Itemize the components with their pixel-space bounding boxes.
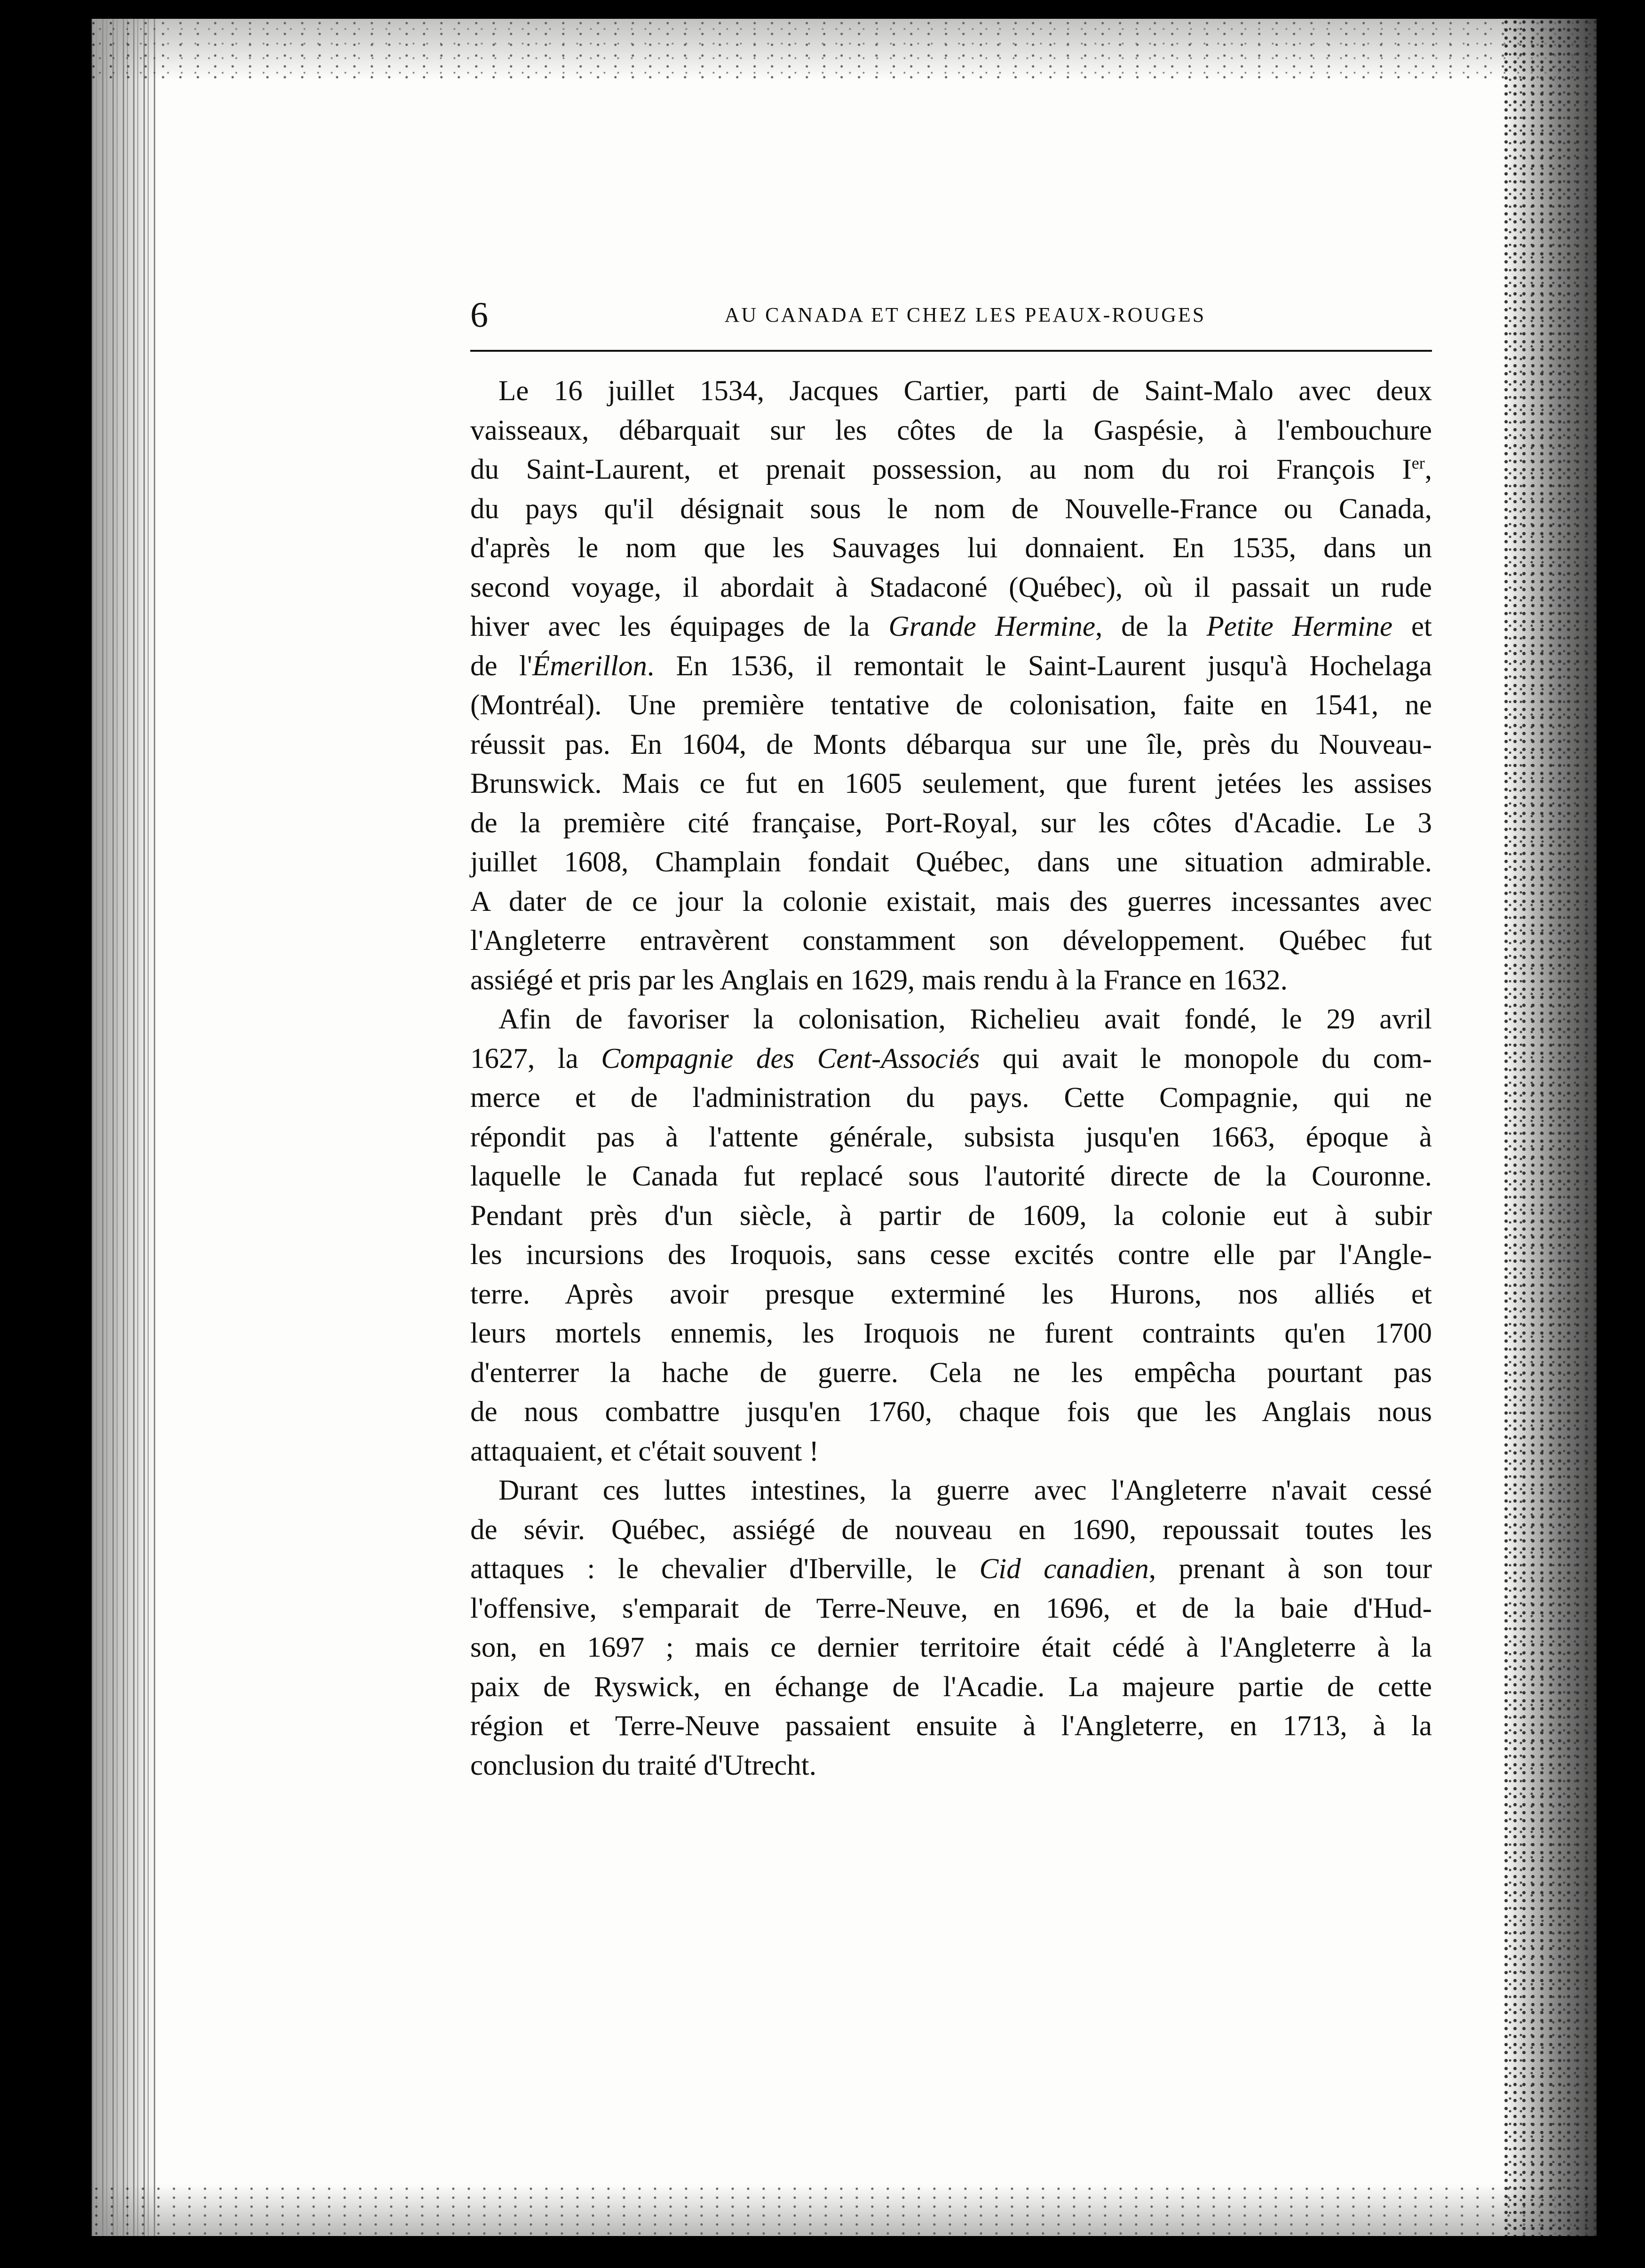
text-run: paix de Ryswick, en échange de l'Acadie. La majeure partie de cette — [470, 1671, 1432, 1703]
binding-gutter-shadow — [92, 19, 158, 2236]
text-run: (Montréal). Une première tentative de colonisation, faite en 1541, ne — [470, 689, 1432, 721]
text-run: conclusion du traité d'Utrecht. — [470, 1749, 816, 1781]
text-line — [470, 686, 1432, 725]
text-run: du pays qu'il désignait sous le nom de Nouvelle-France ou Canada, — [470, 493, 1432, 525]
italic-title: Compagnie des Cent-Associés — [601, 1043, 980, 1075]
text-line — [470, 1314, 1432, 1353]
text-line — [470, 568, 1432, 608]
text-line — [470, 1707, 1432, 1746]
text-line — [470, 411, 1432, 450]
superscript: er — [1411, 453, 1425, 473]
text-run: de nous combattre jusqu'en 1760, chaque fois que les Anglais nous — [470, 1396, 1432, 1428]
text-run: de l' — [470, 650, 532, 682]
text-line — [470, 1157, 1432, 1196]
text-line — [470, 764, 1432, 804]
text-run: Pendant près d'un siècle, à partir de 1609, la colonie eut à subir — [470, 1200, 1432, 1232]
text-run: leurs mortels ennemis, les Iroquois ne furent contraints qu'en 1700 — [470, 1318, 1432, 1349]
text-run: Le 16 juillet 1534, Jacques Cartier, parti de Saint-Malo avec deux — [498, 375, 1432, 407]
text-line — [470, 1432, 1432, 1471]
header-rule — [470, 350, 1432, 352]
text-run: Afin de favoriser la colonisation, Richelieu avait fondé, le 29 avril — [498, 1004, 1432, 1035]
text-run: Durant ces luttes intestines, la guerre avec l'Angleterre n'avait cessé — [498, 1475, 1432, 1506]
running-title: AU CANADA ET CHEZ LES PEAUX-ROUGES — [724, 303, 1206, 326]
text-run: merce et de l'administration du pays. Cette Compagnie, qui ne — [470, 1082, 1432, 1114]
text-line — [470, 1000, 1432, 1039]
text-line — [470, 725, 1432, 765]
text-run: , de la — [1095, 611, 1207, 642]
right-dark-border — [1598, 0, 1645, 2268]
text-line — [470, 1667, 1432, 1707]
text-run: , — [1424, 454, 1432, 485]
text-line — [470, 1471, 1432, 1510]
text-run: du Saint-Laurent, et prenait possession, au nom du roi François I — [470, 454, 1412, 485]
text-run: d'après le nom que les Sauvages lui donnaient. En 1535, dans un — [470, 532, 1432, 564]
text-run: de la première cité française, Port-Royal, sur les côtes d'Acadie. Le 3 — [470, 807, 1432, 839]
right-edge-noise — [1503, 19, 1597, 2236]
text-run: l'Angleterre entravèrent constamment son développement. Québec fut — [470, 925, 1432, 956]
bottom-edge-noise — [92, 2184, 1597, 2236]
text-run: l'offensive, s'emparait de Terre-Neuve, en 1696, et de la baie d'Hud- — [470, 1592, 1432, 1624]
text-run: son, en 1697 ; mais ce dernier territoire était cédé à l'Angleterre à la — [470, 1632, 1432, 1663]
text-run: d'enterrer la hache de guerre. Cela ne les empêcha pourtant pas — [470, 1357, 1432, 1389]
text-line — [470, 1549, 1432, 1589]
text-line — [470, 1589, 1432, 1628]
text-run: hiver avec les équipages de la — [470, 611, 889, 642]
text-line — [470, 371, 1432, 411]
text-run: attaques : le chevalier d'Iberville, le — [470, 1553, 980, 1585]
page-number: 6 — [470, 295, 488, 335]
italic-title: Émerillon — [532, 650, 647, 682]
page-header — [470, 292, 1432, 343]
text-line — [470, 1628, 1432, 1667]
text-run: , prenant à son tour — [1148, 1553, 1432, 1585]
text-run: 1627, la — [470, 1043, 601, 1075]
text-run: terre. Après avoir presque exterminé les Hurons, nos alliés et — [470, 1278, 1432, 1310]
text-line — [470, 647, 1432, 686]
text-run: second voyage, il abordait à Stadaconé (Québec), où il passait un rude — [470, 571, 1432, 603]
italic-title: Cid canadien — [979, 1553, 1149, 1585]
text-line — [470, 450, 1432, 490]
paragraph — [470, 1471, 1432, 1785]
text-line — [470, 804, 1432, 843]
text-run: réussit pas. En 1604, de Monts débarqua sur une île, près du Nouveau- — [470, 728, 1432, 760]
text-run: A dater de ce jour la colonie existait, mais des guerres incessantes avec — [470, 885, 1432, 917]
text-line — [470, 490, 1432, 529]
italic-title: Grande Hermine — [888, 611, 1096, 642]
text-line — [470, 529, 1432, 568]
text-line — [470, 921, 1432, 961]
text-line — [470, 1196, 1432, 1236]
top-edge-noise — [92, 19, 1597, 80]
text-line — [470, 1275, 1432, 1314]
text-run: vaisseaux, débarquait sur les côtes de la Gaspésie, à l'embouchure — [470, 414, 1432, 446]
italic-title: Petite Hermine — [1206, 611, 1393, 642]
paragraph — [470, 1000, 1432, 1471]
text-line — [470, 882, 1432, 922]
text-run: et — [1392, 611, 1432, 642]
text-line — [470, 607, 1432, 647]
text-run: laquelle le Canada fut replacé sous l'autorité directe de la Couronne. — [470, 1161, 1432, 1192]
text-run: qui avait le monopole du com- — [980, 1043, 1432, 1075]
text-line — [470, 1392, 1432, 1432]
text-line — [470, 843, 1432, 882]
body-text — [470, 371, 1432, 1785]
text-line — [470, 1353, 1432, 1393]
text-run: . En 1536, il remontait le Saint-Laurent jusqu'à Hochelaga — [647, 650, 1432, 682]
text-run: assiégé et pris par les Anglais en 1629, mais rendu à la France en 1632. — [470, 964, 1288, 996]
text-run: juillet 1608, Champlain fondait Québec, dans une situation admirable. — [470, 846, 1432, 878]
text-line — [470, 961, 1432, 1000]
text-run: répondit pas à l'attente générale, subsista jusqu'en 1663, époque à — [470, 1121, 1432, 1153]
text-line — [470, 1235, 1432, 1275]
text-line — [470, 1746, 1432, 1786]
text-line — [470, 1510, 1432, 1550]
text-run: attaquaient, et c'était souvent ! — [470, 1435, 819, 1467]
text-run: les incursions des Iroquois, sans cesse excités contre elle par l'Angle- — [470, 1239, 1432, 1271]
text-line — [470, 1039, 1432, 1079]
text-run: région et Terre-Neuve passaient ensuite à l'Angleterre, en 1713, à la — [470, 1710, 1432, 1742]
text-line — [470, 1118, 1432, 1157]
paragraph — [470, 371, 1432, 1000]
text-run: Brunswick. Mais ce fut en 1605 seulement, que furent jetées les assises — [470, 768, 1432, 799]
text-line — [470, 1078, 1432, 1118]
text-run: de sévir. Québec, assiégé de nouveau en 1690, repoussait toutes les — [470, 1514, 1432, 1546]
